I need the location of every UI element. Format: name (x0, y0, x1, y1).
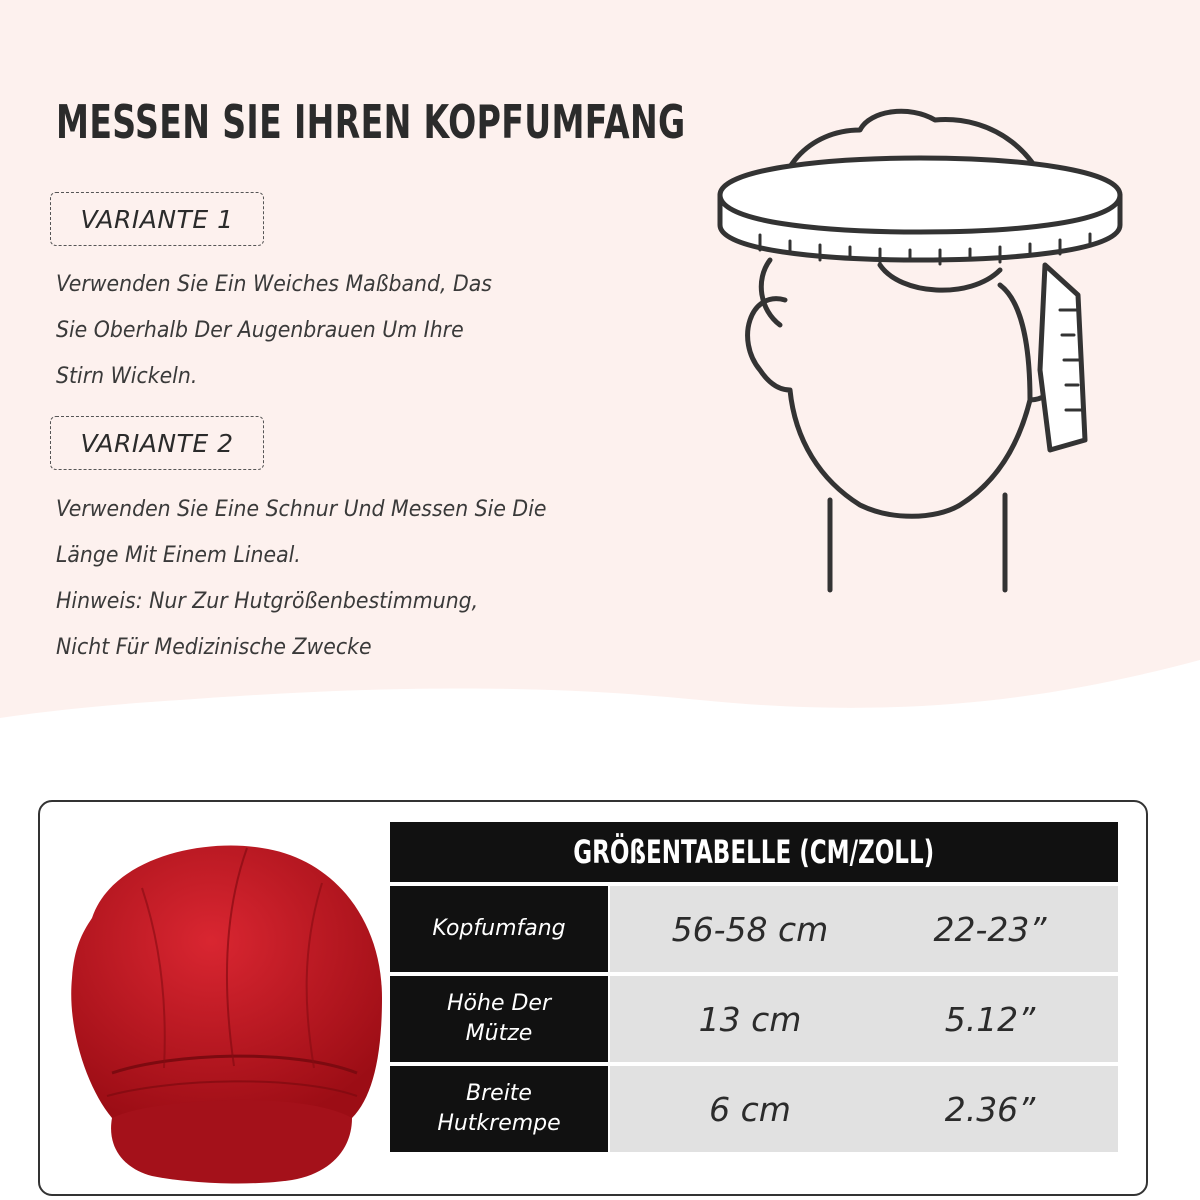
value-cm: 56-58 cm (671, 909, 829, 949)
row-label-cap-height: Höhe Der Mütze (390, 976, 608, 1062)
size-table-title: GRÖßENTABELLE (CM/ZOLL) (390, 822, 1118, 882)
row-label-brim-width: Breite Hutkrempe (390, 1066, 608, 1152)
table-row (390, 1066, 1118, 1152)
page-headline: MESSEN SIE IHREN KOPFUMFANG (56, 95, 686, 149)
red-newsboy-cap (52, 828, 392, 1190)
table-row (390, 886, 1118, 972)
value-cm: 6 cm (709, 1089, 791, 1129)
variant-2-text: Verwenden Sie Eine Schnur Und Messen Sie Die Länge Mit Einem Lineal. Hinweis: Nur Zur Hutgrößenbestimmung, Nicht Für Medizinische Zwecke (56, 497, 547, 660)
value-inch: 5.12” (944, 999, 1036, 1039)
variant-1-text: Verwenden Sie Ein Weiches Maßband, Das Sie Oberhalb Der Augenbrauen Um Ihre Stirn Wickeln. (56, 272, 492, 389)
size-table (390, 822, 1118, 1152)
value-cm: 13 cm (698, 999, 802, 1039)
table-row (390, 976, 1118, 1062)
row-values (610, 1066, 1118, 1152)
row-values (610, 976, 1118, 1062)
head-measuring-tape-icon (700, 100, 1140, 600)
value-inch: 22-23” (933, 909, 1047, 949)
row-values (610, 886, 1118, 972)
variant-2-badge: VARIANTE 2 (50, 416, 264, 470)
variant-1-badge: VARIANTE 1 (50, 192, 264, 246)
value-inch: 2.36” (944, 1089, 1036, 1129)
row-label-head-circumference: Kopfumfang (390, 886, 608, 972)
